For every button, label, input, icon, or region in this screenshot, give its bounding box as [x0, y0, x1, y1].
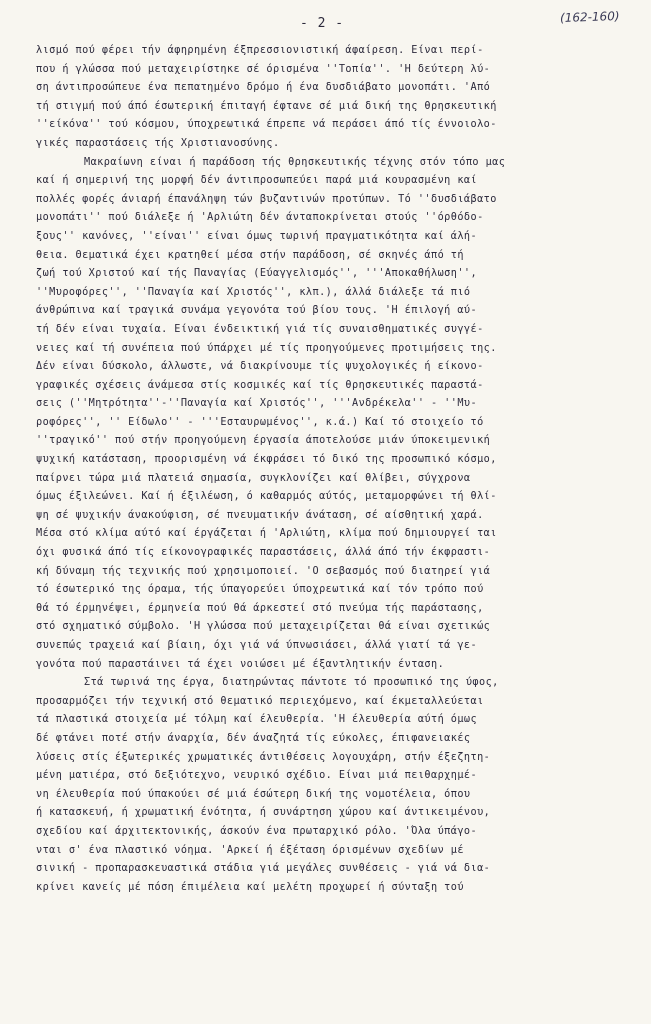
- handwritten-archive-reference: (162-160): [559, 8, 620, 26]
- text-line: νειες καί τή συνέπεια πού ύπάρχει μέ τίς προηγούμενες προτιμήσεις της.: [36, 342, 497, 354]
- text-line: που ή γλώσσα πού μεταχειρίστηκε σέ όρισμένα ''Τοπία''. 'Η δεύτερη λύ-: [36, 63, 491, 75]
- text-line: καί ή σημερινή της μορφή δέν άντιπροσωπεύει παρά μιά κουρασμένη καί: [36, 175, 478, 187]
- text-line: νη έλευθερία πού ύπακούει σέ μιά έσώτερη δική της νομοτέλεια, όπου: [36, 788, 471, 800]
- text-line: Στά τωρινά της έργα, διατηρώντας πάντοτε τό προσωπικό της ύφος,: [84, 677, 499, 689]
- text-line: ψη σέ ψυχικήν άνακούφιση, σέ πνευματικήν άνάταση, σέ αίσθητική χαρά.: [36, 509, 484, 521]
- text-line: γραφικές σχέσεις άνάμεσα στίς κοσμικές καί τίς θρησκευτικές παραστά-: [36, 379, 484, 391]
- text-line: παίρνει τώρα μιά πλατειά σημασία, συγκλονίζει καί θλίβει, σύγχρονα: [36, 472, 471, 484]
- text-line: ξους'' κανόνες, ''είναι'' είναι όμως τωρινή πραγματικότητα καί άλή-: [36, 230, 478, 242]
- text-line: ση άντιπροσώπευε ένα πεπατημένο δρόμο ή ένα δυσδιάβατο μονοπάτι. 'Από: [36, 82, 491, 94]
- text-line: Μέσα στό κλίμα αύτό καί έργάζεται ή 'Αρλιώτη, κλίμα πού δημιουργεί ται: [36, 528, 497, 540]
- text-line: άνθρώπινα καί τραγικά συνάμα γεγονότα τού βίου τους. 'Η έπιλογή αύ-: [36, 305, 478, 317]
- text-line: ροφόρες'', '' Είδωλο'' - '''Εσταυρωμένος'', κ.ά.) Καί τό στοιχείο τό: [36, 416, 484, 428]
- text-line: λύσεις στίς έξωτερικές χρωματικές άντιθέσεις λογουχάρη, στήν έξεζητη-: [36, 751, 491, 763]
- text-line: πολλές φορές άνιαρή έπανάληψη τών βυζαντινών προτύπων. Τό ''δυσδιάβατο: [36, 193, 497, 205]
- text-line: συνεπώς τραχειά καί βίαιη, όχι γιά νά ύπνωσιάσει, άλλά γιατί τά γε-: [36, 640, 478, 651]
- text-line: μένη ματιέρα, στό δεξιότεχνο, νευρικό σχέδιο. Είναι μιά πειθαρχημέ-: [36, 770, 478, 782]
- typewritten-body: [36, 42, 626, 897]
- text-line: ''Μυροφόρες'', ''Παναγία καί Χριστός'', κλπ.), άλλά διάλεξε τά πιό: [36, 286, 471, 298]
- paragraph-3: [36, 674, 626, 897]
- text-line: προσαρμόζει τήν τεχνική στό θεματικό περιεχόμενο, καί έκμεταλλεύεται: [36, 695, 484, 707]
- text-line: τή δέν είναι τυχαία. Είναι ένδεικτική γιά τίς συναισθηματικές συγγέ-: [36, 323, 484, 335]
- page-number: - 2 -: [300, 16, 345, 31]
- text-line: νται σ' ένα πλαστικό νόημα. 'Αρκεί ή έξέταση όρισμένων σχεδίων μέ: [36, 844, 464, 856]
- text-line: όμως έξιλεώνει. Καί ή έξιλέωση, ό καθαρμός αύτός, μεταμορφώνει τή θλί-: [36, 491, 497, 503]
- text-line: ''είκόνα'' τού κόσμου, ύποχρεωτικά έπρεπε νά περάσει άπό τίς έννοιολο-: [36, 119, 497, 131]
- text-line: τά πλαστικά στοιχεία μέ τόλμη καί έλευθερία. 'Η έλευθερία αύτή όμως: [36, 714, 478, 726]
- text-line: θεια. Θεματικά έχει κρατηθεί μέσα στήν παράδοση, σέ σκηνές άπό τή: [36, 249, 464, 261]
- text-line: γικές παραστάσεις τής Χριστιανοσύνης.: [36, 137, 280, 149]
- text-line: σινική - προπαρασκευαστικά στάδια γιά μεγάλες συνθέσεις - γιά νά δια-: [36, 863, 491, 875]
- text-line: κρίνει κανείς μέ πόση έπιμέλεια καί μελέτη προχωρεί ή σύνταξη τού: [36, 881, 464, 893]
- text-line: ζωή τού Χριστού καί τής Παναγίας (Εύαγγελισμός'', '''Αποκαθήλωση'',: [36, 268, 478, 280]
- text-line: λισμό πού φέρει τήν άφηρημένη έξπρεσσιονιστική άφαίρεση. Είναι περί-: [36, 45, 484, 56]
- paragraph-1: [36, 42, 626, 154]
- text-line: Δέν είναι δύσκολο, άλλωστε, νά διακρίνουμε τίς ψυχολογικές ή είκονο-: [36, 361, 484, 373]
- text-line: όχι φυσικά άπό τίς είκονογραφικές παραστάσεις, άλλά άπό τήν έκφραστι-: [36, 547, 491, 559]
- text-line: θά τό έρμηνέψει, έρμηνεία πού θά άρκεστεί στό πνεύμα τής παράστασης,: [36, 602, 484, 614]
- paragraph-2: [36, 154, 626, 675]
- text-line: Μακραίωνη είναι ή παράδοση τής θρησκευτικής τέχνης στόν τόπο μας: [84, 156, 506, 168]
- text-line: ψυχική κατάσταση, προορισμένη νά έκφράσει τό δικό της προσωπικό κόσμο,: [36, 454, 497, 466]
- text-line: ''τραγικό'' πού στήν προηγούμενη έργασία άποτελούσε μιάν ύποκειμενική: [36, 435, 491, 447]
- text-line: γονότα πού παραστάινει τά έχει νοιώσει μέ έξαντλητικήν ένταση.: [36, 658, 445, 670]
- text-line: τή στιγμή πού άπό έσωτερική έπιταγή έφτανε σέ μιά δική της θρησκευτική: [36, 100, 497, 112]
- text-line: σεις (''Μητρότητα''-''Παναγία καί Χριστός'', '''Ανδρέκελα'' - ''Μυ-: [36, 398, 478, 410]
- text-line: κή δύναμη τής τεχνικής πού χρησιμοποιεί. 'Ο σεβασμός πού διατηρεί γιά: [36, 565, 491, 577]
- text-line: ή κατασκευή, ή χρωματική ένότητα, ή συνάρτηση χώρου καί άντικειμένου,: [36, 807, 491, 819]
- text-line: δέ φτάνει ποτέ στήν άναρχία, δέν άναζητά τίς εύκολες, έπιφανειακές: [36, 732, 471, 744]
- text-line: σχεδίου καί άρχιτεκτονικής, άσκούν ένα πρωταρχικό ρόλο. 'Όλα ύπάγο-: [36, 825, 478, 837]
- text-line: μονοπάτι'' πού διάλεξε ή 'Αρλιώτη δέν άνταποκρίνεται στούς ''όρθόδο-: [36, 212, 484, 224]
- text-line: τό έσωτερικό της όραμα, τής ύπαγορεύει ύποχρεωτικά καί τόν τρόπο πού: [36, 584, 484, 596]
- text-line: στό σχηματικό σύμβολο. 'Η γλώσσα πού μεταχειρίζεται θά είναι σχετικώς: [36, 621, 491, 633]
